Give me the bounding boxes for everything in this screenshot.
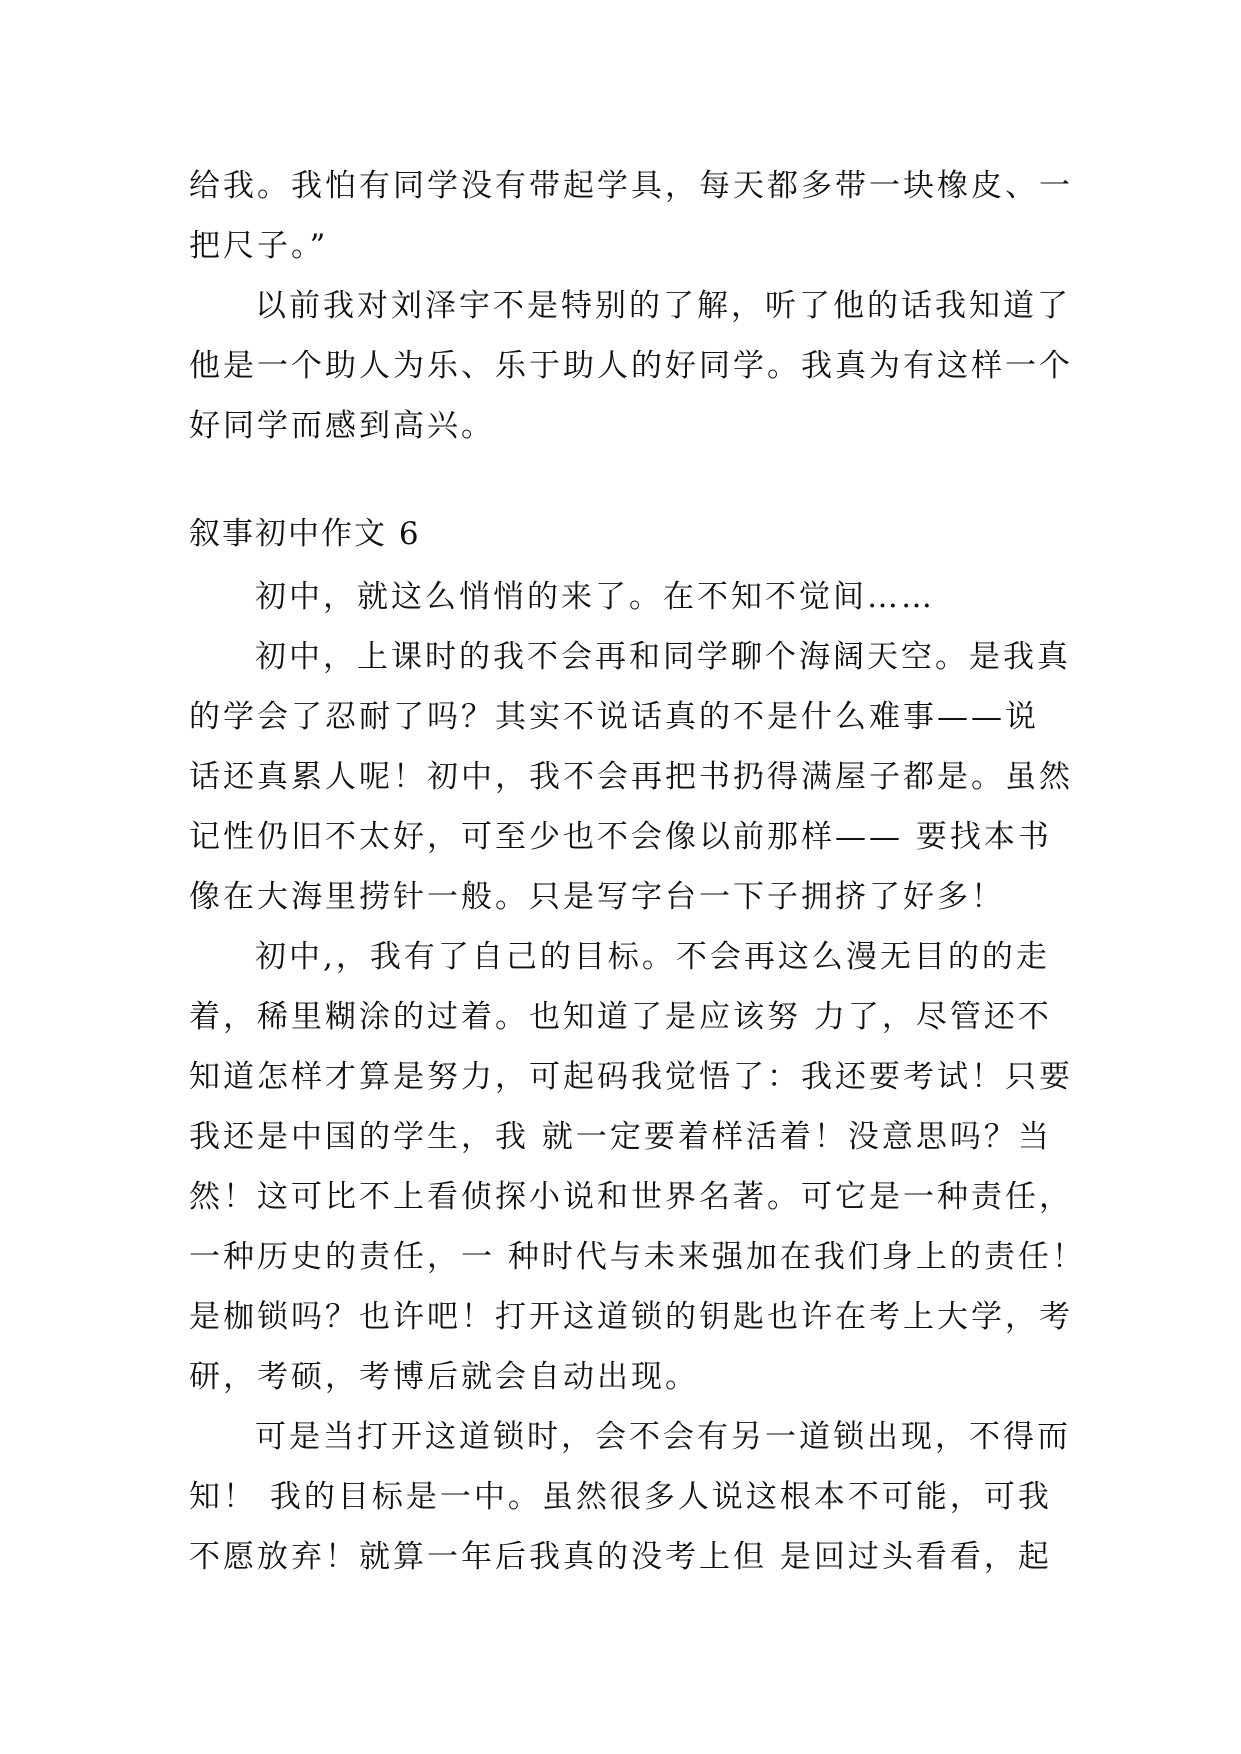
text-line: 不愿放弃！就算一年后我真的没考上但 是回过头看看，起 — [189, 1539, 1052, 1575]
section-heading-block — [189, 504, 1059, 564]
text-line: 把尺子。” — [189, 228, 329, 264]
text-line: 知！ 我的目标是一中。虽然很多人说这根本不可能，可我 — [189, 1479, 1052, 1515]
intro-paragraphs — [189, 156, 1073, 456]
text-line: 一种历史的责任，一 种时代与未来强加在我们身上的责任！ — [189, 1239, 1086, 1275]
text-line: 以前我对刘泽宇不是特别的了解，听了他的话我知道了 — [255, 288, 1071, 324]
text-line: 然！这可比不上看侦探小说和世界名著。可它是一种责任， — [189, 1179, 1073, 1215]
text-line: 的学会了忍耐了吗？其实不说话真的不是什么难事——说 — [189, 699, 1039, 735]
text-line: 好同学而感到高兴。 — [189, 408, 495, 444]
text-line: 初中，上课时的我不会再和同学聊个海阔天空。是我真 — [255, 639, 1071, 675]
text-line: 知道怎样才算是努力，可起码我觉悟了：我还要考试！只要 — [189, 1059, 1073, 1095]
text-line: 话还真累人呢！初中，我不会再把书扔得满屋子都是。虽然 — [189, 759, 1073, 795]
text-line: 可是当打开这道锁时，会不会有另一道锁出现，不得而 — [255, 1419, 1071, 1455]
essay-body — [189, 567, 1086, 1587]
text-line: 研，考硕，考博后就会自动出现。 — [189, 1359, 699, 1395]
text-line: 像在大海里捞针一般。只是写字台一下子拥挤了好多！ — [189, 879, 1005, 915]
text-line: 我还是中国的学生，我 就一定要着样活着！没意思吗？当 — [189, 1119, 1052, 1155]
text-line: 初中，就这么悄悄的来了。在不知不觉间…… — [255, 579, 935, 615]
section-title: 叙事初中作文 6 — [189, 516, 421, 552]
text-line: 是枷锁吗？也许吧！打开这道锁的钥匙也许在考上大学，考 — [189, 1299, 1073, 1335]
text-line: 初中,，我有了自己的目标。不会再这么漫无目的的走 — [255, 939, 1050, 975]
text-line: 记性仍旧不太好，可至少也不会像以前那样—— 要找本书 — [189, 819, 1052, 855]
text-line: 给我。我怕有同学没有带起学具，每天都多带一块橡皮、一 — [189, 168, 1073, 204]
text-line: 他是一个助人为乐、乐于助人的好同学。我真为有这样一个 — [189, 348, 1073, 384]
text-line: 着，稀里糊涂的过着。也知道了是应该努 力了，尽管还不 — [189, 999, 1052, 1035]
